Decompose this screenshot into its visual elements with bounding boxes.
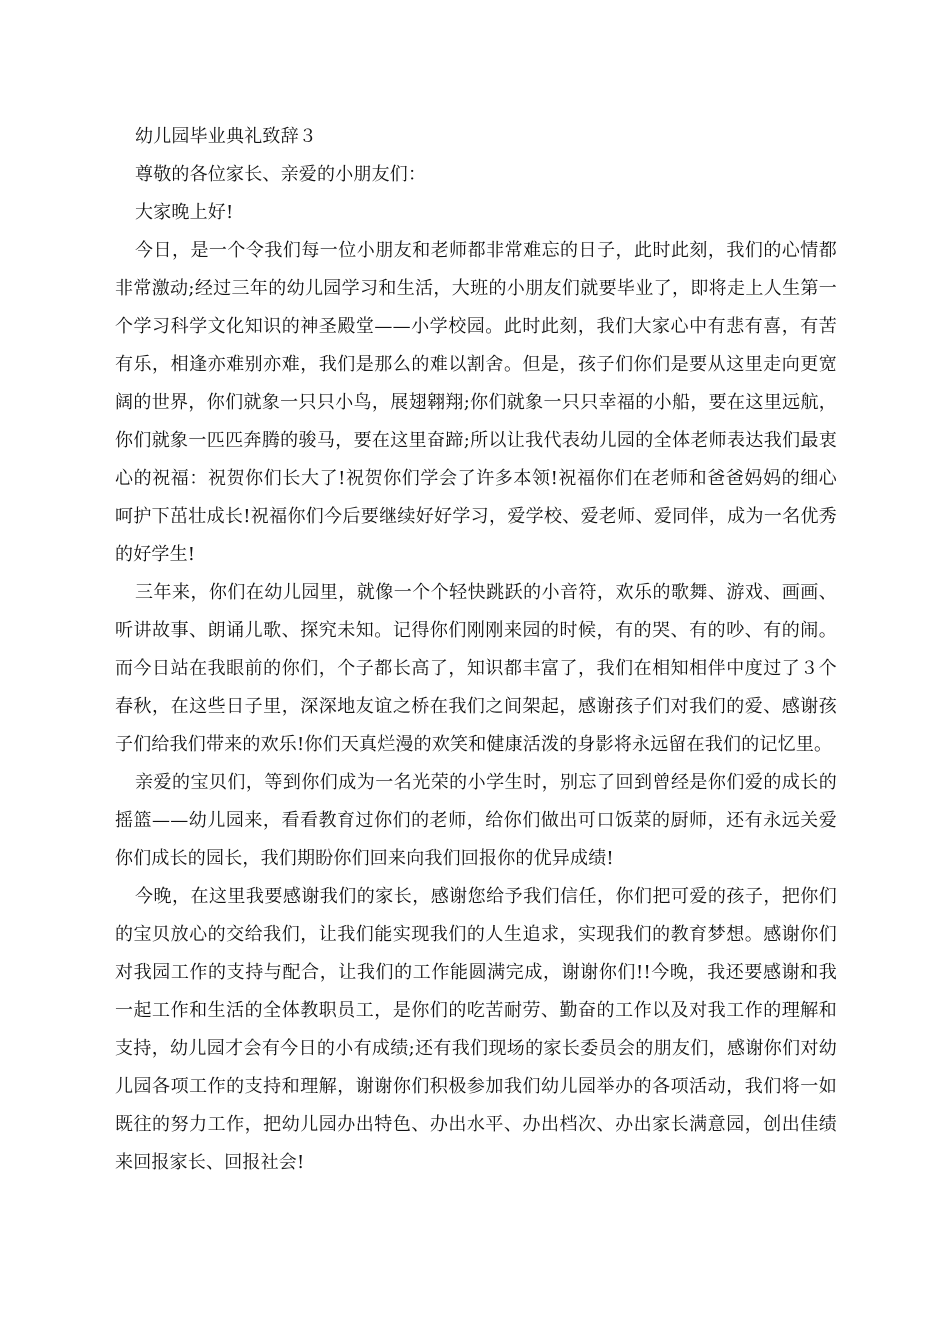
body-paragraph-thanks: 今晚，在这里我要感谢我们的家长，感谢您给予我们信任，你们把可爱的孩子，把你们的宝贝放心的交给我们，让我们能实现我们的人生追求，实现我们的教育梦想。感谢你们对我园工作的支持与配合，让我们的工作能圆满完成，谢谢你们!!今晚，我还要感谢和我一起工作和生活的全体教职员工，是你们的吃苦耐劳、勤奋的工作以及对我工作的理解和支持，幼儿园才会有今日的小有成绩;还有我们现场的家长委员会的朋友们，感谢你们对幼儿园各项工作的支持和理解，谢谢你们积极参加我们幼儿园举办的各项活动，我们将一如既往的努力工作，把幼儿园办出特色、办出水平、办出档次、办出家长满意园，创出佳绩来回报家长、回报社会! bbox=[115, 886, 837, 1173]
document-body bbox=[115, 118, 837, 1182]
body-paragraph-three-years: 三年来，你们在幼儿园里，就像一个个轻快跳跃的小音符，欢乐的歌舞、游戏、画画、听讲故事、朗诵儿歌、探究未知。记得你们刚刚来园的时候，有的哭、有的吵、有的闹。而今日站在我眼前的你们，个子都长高了，知识都丰富了，我们在相知相伴中度过了３个春秋，在这些日子里，深深地友谊之桥在我们之间架起，感谢孩子们对我们的爱、感谢孩子们给我们带来的欢乐!你们天真烂漫的欢笑和健康活泼的身影将永远留在我们的记忆里。 bbox=[115, 582, 837, 755]
greeting-paragraph: 大家晚上好! bbox=[135, 202, 234, 223]
body-paragraph-today: 今日，是一个令我们每一位小朋友和老师都非常难忘的日子，此时此刻，我们的心情都非常激动;经过三年的幼儿园学习和生活，大班的小朋友们就要毕业了，即将走上人生第一个学习科学文化知识的神圣殿堂——小学校园。此时此刻，我们大家心中有悲有喜，有苦有乐，相逢亦难别亦难，我们是那么的难以割舍。但是，孩子们你们是要从这里走向更宽阔的世界，你们就象一只只小鸟，展翅翱翔;你们就象一只只幸福的小船，要在这里远航，你们就象一匹匹奔腾的骏马，要在这里奋蹄;所以让我代表幼儿园的全体老师表达我们最衷心的祝福：祝贺你们长大了!祝贺你们学会了许多本领!祝福你们在老师和爸爸妈妈的细心呵护下茁壮成长!祝福你们今后要继续好好学习，爱学校、爱老师、爱同伴，成为一名优秀的好学生! bbox=[115, 240, 837, 565]
body-paragraph-dear-babies: 亲爱的宝贝们，等到你们成为一名光荣的小学生时，别忘了回到曾经是你们爱的成长的摇篮——幼儿园来，看看教育过你们的老师，给你们做出可口饭菜的厨师，还有永远关爱你们成长的园长，我们期盼你们回来向我们回报你的优异成绩! bbox=[115, 772, 837, 869]
document-title: 幼儿园毕业典礼致辞３ bbox=[135, 126, 317, 147]
salutation-paragraph: 尊敬的各位家长、亲爱的小朋友们： bbox=[135, 164, 427, 185]
